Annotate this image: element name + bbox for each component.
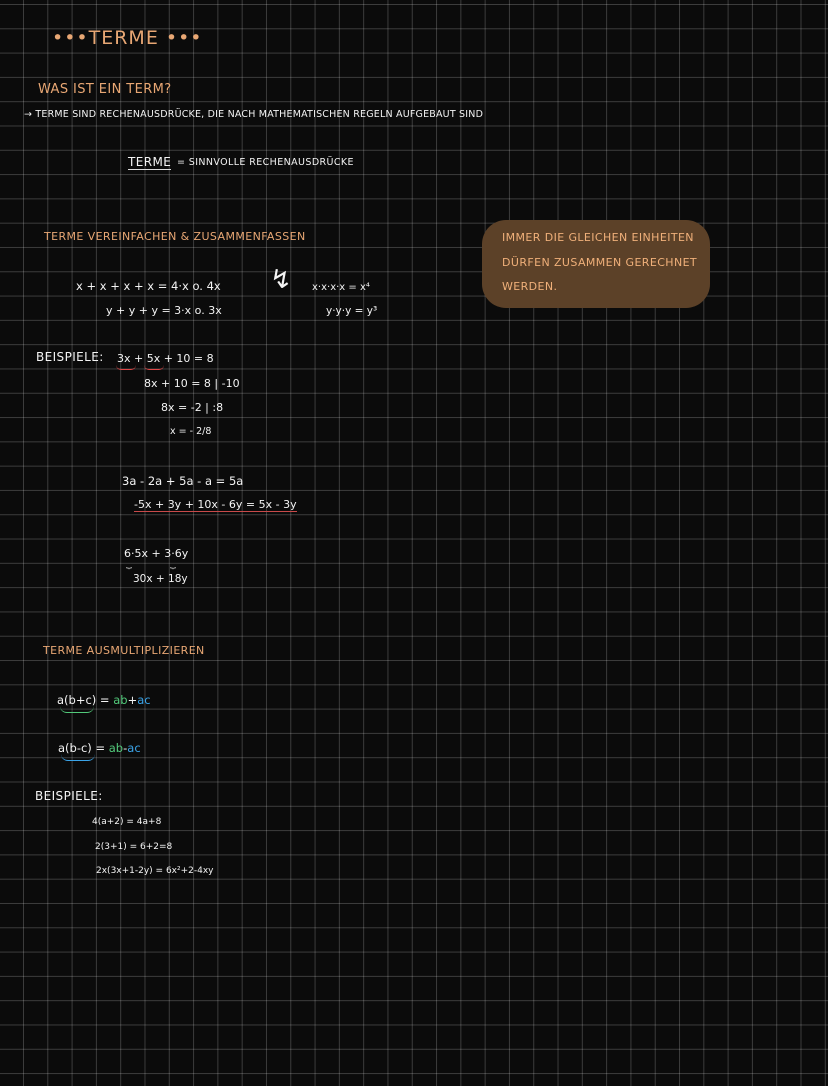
law2-left: a(b-c) = — [58, 741, 106, 755]
law2-ac: ac — [127, 741, 141, 755]
section-heading-simplify: TERME VEREINFACHEN & ZUSAMMENFASSEN — [44, 230, 306, 243]
law2-ab: ab — [108, 741, 124, 755]
example2-line2: -5x + 3y + 10x - 6y = 5x - 3y — [134, 498, 297, 511]
example-multiply-1: 4(a+2) = 4a+8 — [92, 817, 162, 827]
examples-label-1: BEISPIELE: — [36, 350, 104, 364]
brace-left: ⏟ — [126, 558, 132, 569]
red-underline-3x — [116, 365, 136, 370]
note-line-1: IMMER DIE GLEICHEN EINHEITEN — [502, 231, 694, 244]
example3-line2: 30x + 18y — [133, 573, 188, 585]
equation-left: TERME — [128, 155, 172, 169]
lightning-arrow-icon: ↯ — [270, 265, 292, 295]
rule-sum-x: x + x + x + x = 4·x o. 4x — [76, 279, 221, 293]
rule-product-x: x·x·x·x = x⁴ — [312, 282, 370, 293]
law-distributive-plus — [57, 693, 151, 707]
law1-left: a(b+c) = — [57, 693, 110, 707]
note-line-2: DÜRFEN ZUSAMMEN GERECHNET — [502, 256, 698, 269]
brace-right: ⏟ — [170, 558, 176, 569]
example2-line1: 3a - 2a + 5a - a = 5a — [122, 474, 244, 488]
law1-ab: ab — [113, 693, 128, 707]
section-heading-multiply: TERME AUSMULTIPLIZIEREN — [43, 644, 205, 657]
example1-line4: x = - 2/8 — [170, 426, 212, 437]
law-distributive-minus — [58, 741, 141, 755]
section-heading-what-is-term: WAS IST EIN TERM? — [38, 82, 172, 97]
law1-ac: ac — [137, 693, 151, 707]
law2-arc — [61, 754, 95, 761]
example3-line1: 6·5x + 3·6y — [124, 547, 189, 560]
examples-label-2: BEISPIELE: — [35, 789, 103, 803]
red-underline-5x — [144, 365, 164, 370]
rule-product-y: y·y·y = y³ — [326, 305, 378, 317]
law1-op: + — [127, 693, 138, 707]
equation-right: = SINNVOLLE RECHENAUSDRÜCKE — [177, 157, 354, 168]
example-multiply-2: 2(3+1) = 6+2=8 — [95, 842, 173, 852]
example-multiply-3: 2x(3x+1-2y) = 6x²+2-4xy — [96, 866, 214, 876]
page-title: •••TERME ••• — [52, 27, 203, 49]
example1-line3: 8x = -2 | :8 — [161, 401, 224, 414]
term-definition: → TERME SIND RECHENAUSDRÜCKE, DIE NACH MATHEMATISCHEN REGELN AUFGEBAUT SIND — [24, 109, 484, 120]
example1-line1: 3x + 5x + 10 = 8 — [117, 352, 214, 365]
rule-sum-y: y + y + y = 3·x o. 3x — [106, 304, 222, 317]
note-line-3: WERDEN. — [502, 280, 558, 293]
law1-arc — [60, 706, 94, 713]
law2-op: - — [123, 741, 128, 755]
example1-line2: 8x + 10 = 8 | -10 — [144, 377, 240, 390]
